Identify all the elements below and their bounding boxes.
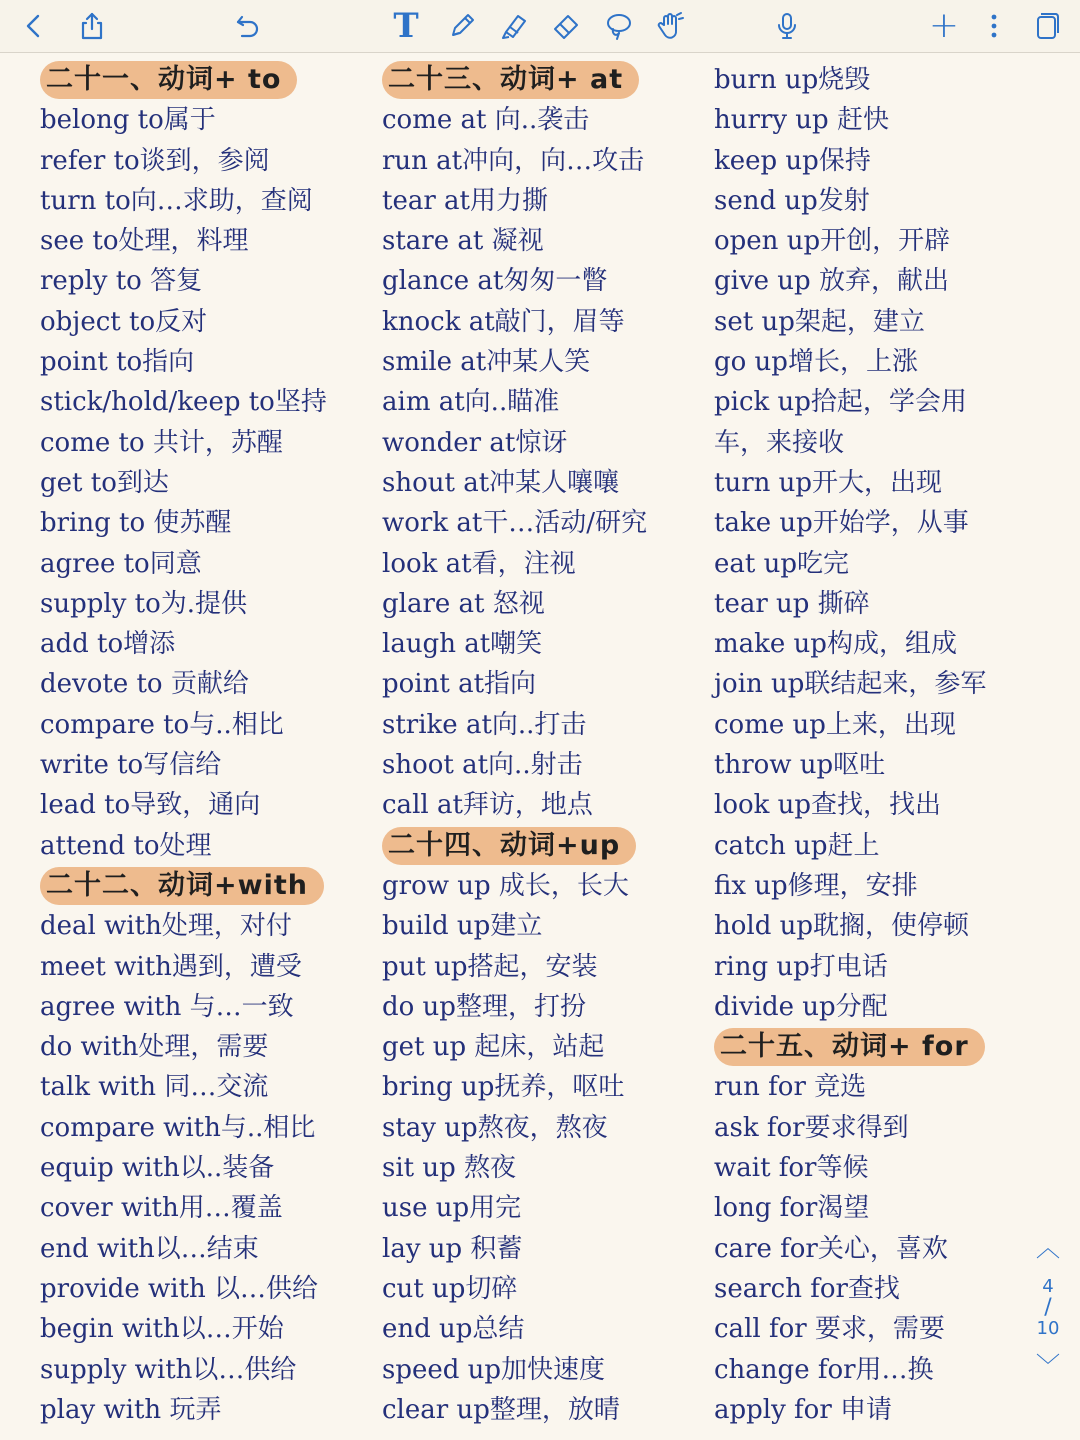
phrase-entry: tear at用力撕 [382,185,548,216]
phrase-entry: come up上来，出现 [714,709,956,740]
hand-gesture-icon[interactable] [648,4,692,48]
phrase-entry: set up架起，建立 [714,306,925,337]
phrase-entry: hold up耽搁，使停顿 [714,911,970,942]
more-options-icon[interactable] [972,4,1016,48]
phrase-entry: compare to与..相比 [40,709,284,740]
phrase-entry: lead to导致，通向 [40,790,261,821]
phrase-entry: throw up呕吐 [714,750,886,781]
phrase-entry: get up 起床，站起 [382,1032,605,1063]
phrase-entry: care for关心，喜欢 [714,1233,948,1264]
phrase-entry: run for 竞选 [714,1072,867,1103]
phrase-entry: supply with以…供给 [40,1354,297,1385]
phrase-entry: burn up烧毁 [714,65,871,95]
section-header [382,60,702,100]
section-header [40,60,365,100]
phrase-entry: supply to为.提供 [40,588,248,619]
phrase-entry: shoot at向..射击 [382,750,583,781]
phrase-entry: apply for 申请 [714,1394,893,1425]
notes-column-1 [40,60,365,1430]
phrase-entry: ask for要求得到 [714,1112,909,1143]
phrase-entry: aim at向..瞄准 [382,387,560,418]
phrase-entry: turn up开大，出现 [714,467,943,498]
phrase-entry: laugh at嘲笑 [382,629,543,660]
section-header [714,1027,1024,1067]
phrase-entry: stay up熬夜，熬夜 [382,1112,608,1143]
phrase-entry: work at干…活动/研究 [382,508,648,539]
section-header-label: 二十二、动词+with [40,867,324,905]
phrase-entry: point at指向 [382,669,537,700]
phrase-entry: run at冲向，向…攻击 [382,145,645,176]
phrase-entry: begin with以…开始 [40,1314,284,1345]
phrase-entry: provide with 以…供给 [40,1273,319,1304]
page-total: 10 [1036,1318,1060,1339]
phrase-entry: open up开创，开辟 [714,226,951,257]
phrase-entry: write to写信给 [40,750,222,781]
phrase-entry: clear up整理，放晴 [382,1394,620,1425]
phrase-entry: turn to向…求助，查阅 [40,185,313,216]
phrase-entry: speed up加快速度 [382,1354,606,1385]
phrase-entry: eat up吃完 [714,548,849,579]
page-current: 4 [1042,1276,1054,1297]
phrase-entry: stick/hold/keep to坚持 [40,387,327,418]
undo-icon[interactable] [226,4,270,48]
phrase-entry: object to反对 [40,306,208,337]
phrase-entry: agree to同意 [40,548,202,579]
phrase-entry: fix up修理，安排 [714,870,918,901]
phrase-entry: point to指向 [40,347,195,378]
phrase-entry: reply to 答复 [40,266,203,297]
phrase-entry: keep up保持 [714,145,871,176]
phrase-entry: long for渴望 [714,1193,870,1224]
add-icon[interactable]: + [928,5,960,46]
phrase-entry: look up查找，找出 [714,790,942,821]
phrase-entry: use up用完 [382,1193,522,1224]
phrase-entry: take up开始学，从事 [714,508,969,539]
pages-icon[interactable] [1024,4,1068,48]
phrase-entry: agree with 与…一致 [40,991,294,1022]
section-header-label: 二十三、动词+ at [382,61,639,99]
phrase-entry: catch up赶上 [714,830,880,861]
phrase-entry: equip with以..装备 [40,1153,275,1184]
phrase-entry: bring up抚养，呕吐 [382,1072,625,1103]
notes-column-3 [714,60,1024,1430]
phrase-entry: ring up打电话 [714,951,888,982]
phrase-entry: refer to谈到，参阅 [40,145,270,176]
phrase-entry: come to 共计，苏醒 [40,427,283,458]
phrase-entry: call at拜访，地点 [382,790,593,821]
phrase-entry: build up建立 [382,911,543,942]
phrase-entry: knock at敲门，眉等 [382,306,625,337]
phrase-entry: see to处理，料理 [40,226,249,257]
phrase-entry: wait for等候 [714,1153,869,1184]
phrase-entry: play with 玩弄 [40,1394,222,1425]
phrase-entry: put up搭起，安装 [382,951,598,982]
phrase-entry: do with处理，需要 [40,1032,269,1063]
phrase-entry: stare at 凝视 [382,226,544,257]
phrase-entry: bring to 使苏醒 [40,508,232,539]
phrase-entry: compare with与..相比 [40,1112,316,1143]
phrase-entry: deal with处理，对付 [40,911,292,942]
lasso-icon[interactable] [596,4,640,48]
phrase-entry: come at 向..袭击 [382,105,590,136]
phrase-entry: wonder at惊讶 [382,427,568,458]
phrase-entry: hurry up 赶快 [714,105,889,136]
page-up-icon[interactable]: ︿ [1036,1234,1060,1262]
phrase-entry: 车，来接收 [714,427,845,458]
text-tool-icon[interactable]: T [393,6,419,46]
phrase-entry: sit up 熬夜 [382,1153,517,1184]
section-header-label: 二十四、动词+up [382,827,636,865]
phrase-entry: tear up 撕碎 [714,588,870,619]
phrase-entry: add to增添 [40,629,176,660]
phrase-entry: call for 要求，需要 [714,1314,945,1345]
page-navigator [1022,1236,1074,1406]
phrase-entry: give up 放弃，献出 [714,266,949,297]
phrase-entry: meet with遇到，遭受 [40,951,302,982]
microphone-icon[interactable] [765,4,809,48]
phrase-entry: make up构成，组成 [714,629,957,660]
phrase-entry: strike at向..打击 [382,709,587,740]
phrase-entry: smile at冲某人笑 [382,347,591,378]
share-icon[interactable] [70,4,114,48]
phrase-entry: attend to处理 [40,830,212,861]
phrase-entry: send up发射 [714,185,870,216]
phrase-entry: look at看，注视 [382,548,576,579]
highlighter-icon[interactable] [492,4,536,48]
phrase-entry: end with以…结束 [40,1233,259,1264]
phrase-entry: glare at 怒视 [382,588,545,619]
section-header-label: 二十一、动词+ to [40,61,297,99]
section-header [40,866,365,906]
phrase-entry: divide up分配 [714,991,888,1022]
phrase-entry: grow up 成长，长大 [382,870,629,901]
phrase-entry: do up整理，打扮 [382,991,586,1022]
phrase-entry: search for查找 [714,1273,900,1304]
phrase-entry: get to到达 [40,467,169,498]
phrase-entry: change for用…换 [714,1354,934,1385]
page-down-icon[interactable]: ﹀ [1036,1352,1060,1380]
phrase-entry: belong to属于 [40,105,216,136]
back-icon[interactable] [12,4,56,48]
phrase-entry: talk with 同…交流 [40,1072,269,1103]
top-toolbar [0,0,1080,53]
section-header [382,826,702,866]
phrase-entry: glance at匆匆一瞥 [382,266,608,297]
eraser-icon[interactable] [544,4,588,48]
notes-column-2 [382,60,702,1430]
phrase-entry: pick up拾起，学会用 [714,387,967,418]
phrase-entry: cut up切碎 [382,1273,518,1304]
phrase-entry: join up联结起来，参军 [714,669,987,700]
phrase-entry: shout at冲某人嚷嚷 [382,467,620,498]
phrase-entry: lay up 积蓄 [382,1233,523,1264]
phrase-entry: end up总结 [382,1314,525,1345]
phrase-entry: devote to 贡献给 [40,669,249,700]
phrase-entry: go up增长，上涨 [714,347,918,378]
page-separator: / [1044,1295,1052,1320]
pen-icon[interactable] [440,4,484,48]
section-header-label: 二十五、动词+ for [714,1028,985,1066]
phrase-entry: cover with用…覆盖 [40,1193,283,1224]
